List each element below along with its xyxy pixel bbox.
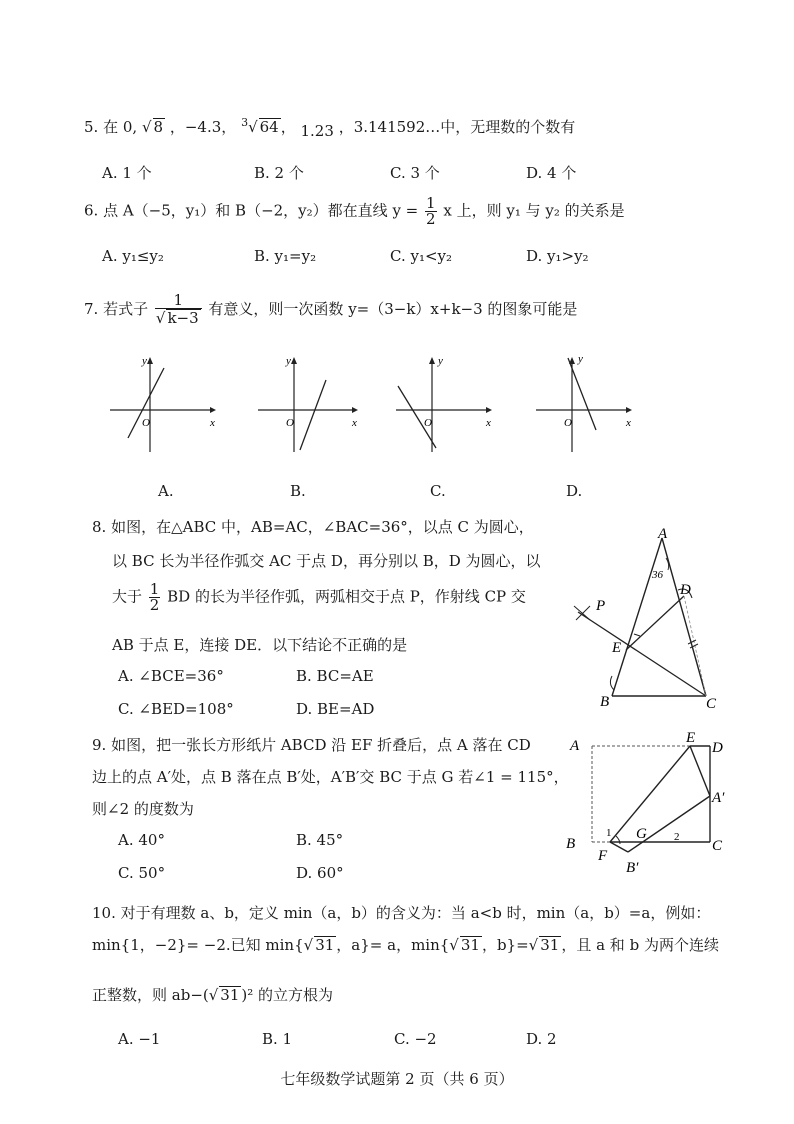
q10-line2: min{1，−2}= −2.已知 min{√ 31 ，a}= a，min{√ 31 ，b}=√ 31 ，且 a 和 b 为两个连续 [92,936,719,954]
q10-option-b: B. 1 [262,1030,293,1048]
q6-option-a: A. y₁≤y₂ [102,247,164,265]
q10-sqrt-3: 31 [540,936,560,954]
q10-line1: 10. 对于有理数 a、b，定义 min（a，b）的含义为：当 a<b 时，min（a，b）=a，例如： [92,904,711,922]
q10-line3-b: )² 的立方根为 [241,986,334,1004]
q7-stem [84,293,577,327]
q9-option-c: C. 50° [118,864,166,882]
q6-option-c: C. y₁<y₂ [390,247,453,265]
q7b-origin: O [286,417,294,429]
q7d-y-label: y [578,353,583,365]
q8-fig-angle: 36 [652,569,663,581]
q8-fig-label-e: E [612,640,622,656]
q7-graph-a [106,352,226,462]
q10-line2-b: ，a}= a，min{ [336,936,450,954]
q10-line3-a: 正整数，则 ab−( [92,986,209,1004]
q7-graph-label-d: D. [566,482,583,500]
q9-fig-label-g: G [636,826,647,842]
q9-fig-label-a: A [570,738,580,754]
q8-line4: AB 于点 E，连接 DE．以下结论不正确的是 [112,636,408,654]
q10-line3: 正整数，则 ab−(√ 31 )² 的立方根为 [92,986,334,1004]
q5-stem-a: 5. 在 0, [84,118,138,136]
q7-graph-b [254,352,374,462]
q5-stem: 5. 在 0, √ 8 ，−4.3， $^3$√ 64 ， 1.23 ，3.141592…中，无理数的个数有 [84,116,576,140]
q7-graph-label-c: C. [430,482,446,500]
q7-graph-label-a: A. [158,482,174,500]
q7-graph-d [532,352,652,462]
q7-fraction: $\frac{1}{√ k-3}$ [155,293,202,327]
q7-graph-c [392,352,512,462]
q8-option-a: A. ∠BCE=36° [118,667,224,685]
q5-repeating-decimal: 1.23 [300,122,334,140]
q7c-origin: O [424,417,432,429]
q7-stem-b: 有意义，则一次函数 y=（3−k）x+k−3 的图象可能是 [208,299,578,318]
q8-line3-a: 大于 [112,587,143,606]
q10-sqrt-2: 31 [460,936,480,954]
q10-sqrt-4: 31 [220,986,240,1004]
q9-fig-label-b1: B′ [626,860,639,876]
q9-option-a: A. 40° [118,831,165,849]
q6-stem [84,196,625,227]
q9-fig-label-c: C [712,838,723,854]
q9-line2: 边上的点 A′处，点 B 落在点 B′处，A′B′交 BC 于点 G 若∠1 = 115°， [92,768,569,786]
q6-stem-b: x 上，则 y₁ 与 y₂ 的关系是 [443,201,625,220]
q9-figure [566,730,746,880]
q10-line2-c: ，b}= [481,936,529,954]
q8-fraction: $\frac{1}{2}$ [149,580,160,614]
q8-line2: 以 BC 长为半径作弧交 AC 于点 D，再分别以 B，D 为圆心，以 [112,552,541,570]
q9-option-d: D. 60° [296,864,344,882]
q8-fig-label-p: P [596,598,606,614]
q8-fig-label-c: C [706,696,717,712]
page-footer: 七年级数学试题第 2 页（共 6 页） [280,1070,514,1088]
q9-fig-label-a1: A′ [712,790,725,806]
q8-fig-label-d: D [680,582,691,598]
q5-option-c: C. 3 个 [390,164,440,182]
q5-stem-b: ，−4.3， [169,118,237,136]
q7a-origin: O [142,417,150,429]
q8-fig-label-b: B [600,694,610,710]
q6-stem-a: 6. 点 A（−5，y₁）和 B（−2，y₂）都在直线 y = [84,201,419,220]
q9-fig-label-f: F [598,848,608,864]
q7b-y-label: y [286,355,291,367]
q5-stem-c: ，3.141592…中，无理数的个数有 [338,118,576,136]
q9-fig-label-e: E [686,730,696,746]
q10-sqrt-1: 31 [315,936,335,954]
q5-cuberoot: $^3$√ 64 [241,116,279,136]
q9-fig-angle-1: 1 [606,827,612,839]
q10-option-a: A. −1 [118,1030,161,1048]
q8-line3 [112,582,526,613]
q9-fig-angle-2: 2 [674,831,680,843]
q5-option-b: B. 2 个 [254,164,304,182]
q10-line2-d: ，且 a 和 b 为两个连续 [561,936,719,954]
q8-line1: 8. 如图，在△ABC 中，AB=AC，∠BAC=36°，以点 C 为圆心， [92,518,534,536]
q9-option-b: B. 45° [296,831,344,849]
q7d-origin: O [564,417,572,429]
q7-stem-a: 7. 若式子 [84,299,149,318]
q6-option-b: B. y₁=y₂ [254,247,317,265]
q9-fig-label-b: B [566,836,576,852]
q9-fig-label-d: D [712,740,723,756]
q7c-y-label: y [438,355,443,367]
q7c-x-label: x [486,417,491,429]
q10-line2-a: min{1，−2}= −2.已知 min{ [92,936,304,954]
q8-option-d: D. BE=AD [296,700,375,718]
q6-fraction: $\frac{1}{2}$ [426,194,436,228]
q7-graph-label-b: B. [290,482,306,500]
q9-line3: 则∠2 的度数为 [92,800,194,818]
q5-option-a: A. 1 个 [102,164,152,182]
q7d-x-label: x [626,417,631,429]
q7a-y-label: y [142,355,147,367]
q5-sqrt8: √ 8 [141,118,164,136]
q8-option-c: C. ∠BED=108° [118,700,234,718]
q8-option-b: B. BC=AE [296,667,374,685]
q5-option-d: D. 4 个 [526,164,577,182]
q10-option-d: D. 2 [526,1030,557,1048]
q6-option-d: D. y₁>y₂ [526,247,589,265]
q7b-x-label: x [352,417,357,429]
q8-fig-label-a: A [658,526,668,542]
q7a-x-label: x [210,417,215,429]
q8-figure [568,526,728,716]
q10-option-c: C. −2 [394,1030,437,1048]
q9-line1: 9. 如图，把一张长方形纸片 ABCD 沿 EF 折叠后，点 A 落在 CD [92,736,531,754]
q8-line3-b: BD 的长为半径作弧，两弧相交于点 P，作射线 CP 交 [167,587,526,606]
